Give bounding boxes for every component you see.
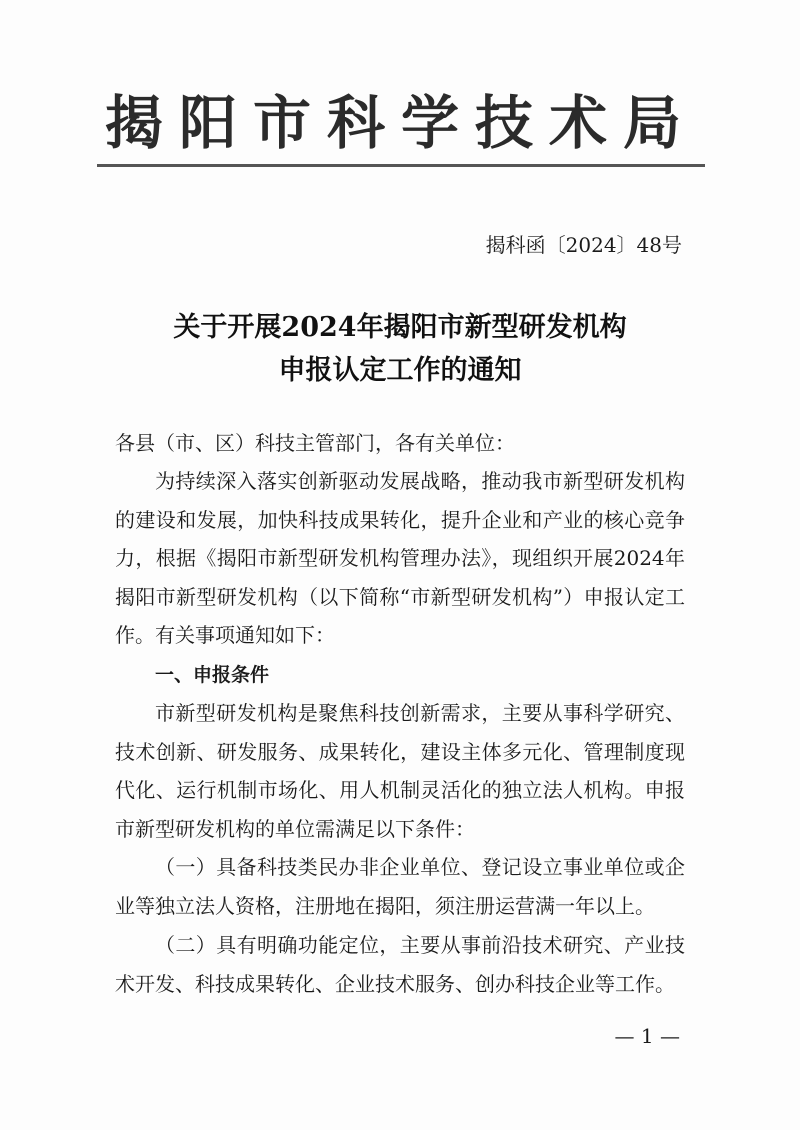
intro-paragraph: 为持续深入落实创新驱动发展战略，推动我市新型研发机构的建设和发展，加快科技成果转化，提升企业和产业的核心竞争力，根据《揭阳市新型研发机构管理办法》，现组织开展2024年揭阳市新型研发机构（以下简称“市新型研发机构”）申报认定工作。有关事项通知如下： (115, 469, 685, 647)
condition-item-2: （二）具有明确功能定位，主要从事前沿技术研究、产业技术开发、科技成果转化、企业技术服务、创办科技企业等工作。 (115, 933, 685, 996)
organization-header: 揭阳市科学技术局 (105, 89, 698, 157)
condition-item-1: （一）具备科技类民办非企业单位、登记设立事业单位或企业等独立法人资格，注册地在揭阳，须注册运营满一年以上。 (115, 855, 685, 918)
document-title-line2: 申报认定工作的通知 (278, 355, 522, 386)
header-divider (97, 164, 705, 167)
section-heading-application-conditions: 一、申报条件 (155, 664, 270, 686)
page-number: — 1 — (614, 1024, 680, 1048)
salutation: 各县（市、区）科技主管部门，各有关单位： (115, 431, 515, 455)
document-title-line1: 关于开展2024年揭阳市新型研发机构 (173, 312, 627, 343)
conditions-paragraph: 市新型研发机构是聚焦科技创新需求，主要从事科学研究、技术创新、研发服务、成果转化，建设主体多元化、管理制度现代化、运行机制市场化、用人机制灵活化的独立法人机构。申报市新型研发机构的单位需满足以下条件： (115, 701, 685, 841)
document-number: 揭科函〔2024〕48号 (485, 233, 682, 257)
